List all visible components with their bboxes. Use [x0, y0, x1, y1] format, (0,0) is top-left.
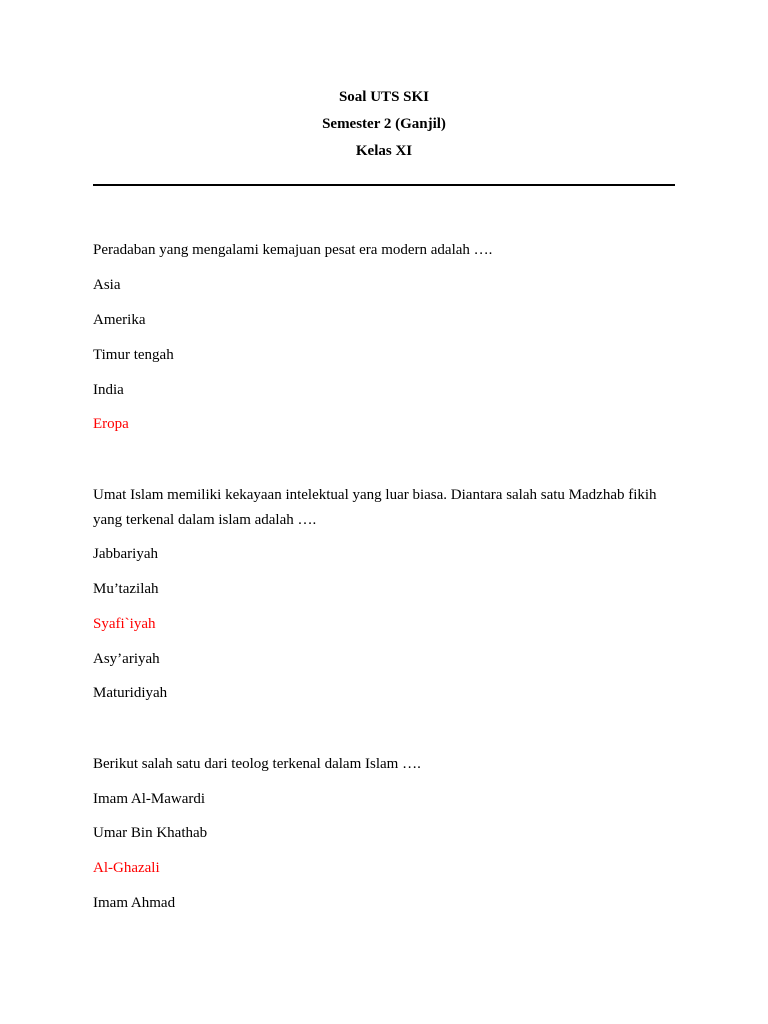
- question-1-option-4: India: [93, 382, 124, 398]
- document-title: Soal UTS SKI: [338, 89, 430, 105]
- question-2-answer-option: Syafi`iyah: [93, 616, 156, 632]
- question-1-text: Peradaban yang mengalami kemajuan pesat era modern adalah ….: [93, 242, 493, 258]
- question-3-option-2: Umar Bin Khathab: [93, 825, 208, 841]
- document-class: Kelas XI: [355, 143, 413, 159]
- question-2-text-line-2: yang terkenal dalam islam adalah ….: [93, 512, 317, 528]
- question-2-option-2: Mu’tazilah: [93, 581, 159, 597]
- question-2-option-1: Jabbariyah: [93, 546, 158, 562]
- question-2-option-5: Maturidiyah: [93, 685, 168, 701]
- question-1-option-2: Amerika: [93, 312, 146, 328]
- question-3-answer-option: Al-Ghazali: [93, 860, 160, 876]
- question-1-answer-option: Eropa: [93, 416, 129, 432]
- question-1-option-3: Timur tengah: [93, 347, 174, 363]
- question-1-option-1: Asia: [93, 277, 121, 293]
- question-2-option-4: Asy’ariyah: [93, 651, 160, 667]
- question-3-text: Berikut salah satu dari teolog terkenal dalam Islam ….: [93, 756, 421, 772]
- question-3-option-1: Imam Al-Mawardi: [93, 791, 206, 807]
- question-3-option-4: Imam Ahmad: [93, 895, 176, 911]
- document-semester: Semester 2 (Ganjil): [322, 116, 446, 132]
- question-2-text-line-1: Umat Islam memiliki kekayaan intelektual yang luar biasa. Diantara salah satu Madzhab fikih: [93, 487, 657, 503]
- header-divider: [93, 184, 675, 186]
